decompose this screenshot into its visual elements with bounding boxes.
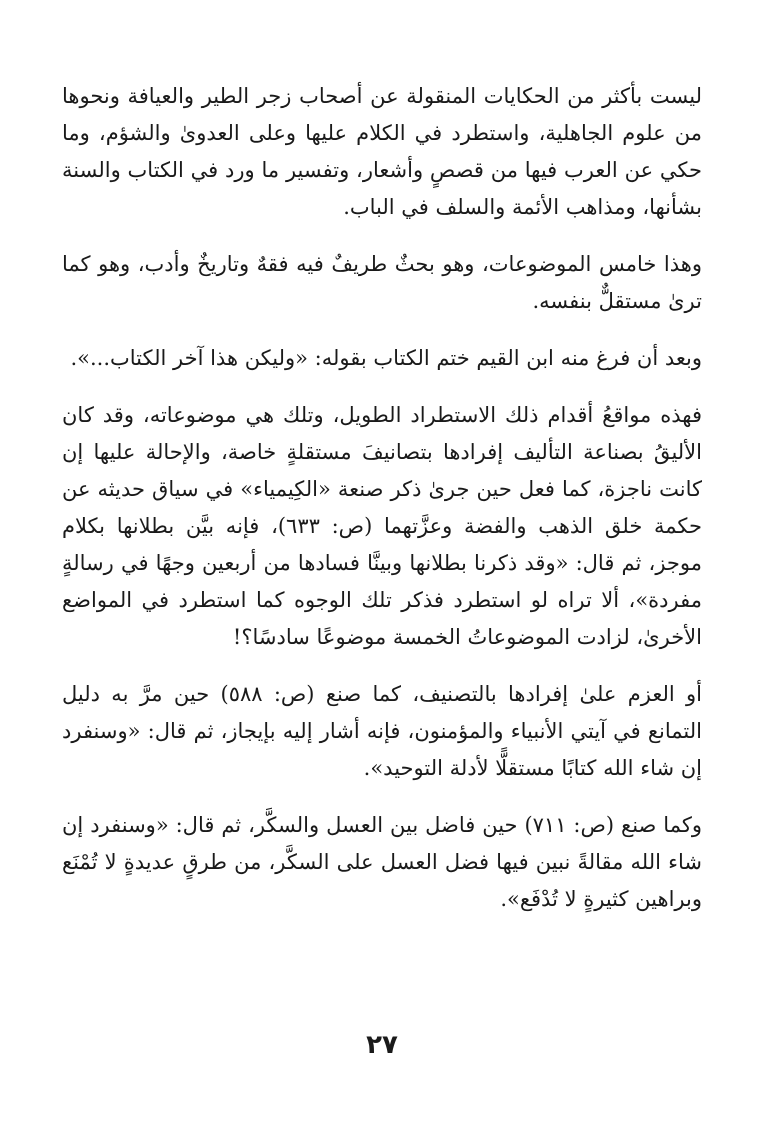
paragraph-2: وهذا خامس الموضوعات، وهو بحثٌ طريفٌ فيه فقهٌ وتاريخٌ وأدب، وهو كما ترىٰ مستقلٌّ بنفسه. xyxy=(62,252,702,313)
paragraph-6: وكما صنع (ص: ٧١١) حين فاضل بين العسل والسكَّر، ثم قال: «وسنفرد إن شاء الله مقالةً نبين فيها فضل العسل على السكَّر، من طرقٍ عديدةٍ لا تُمْنَع وبراهين كثيرةٍ لا تُدْفَع». xyxy=(62,813,702,911)
paragraph-1: ليست بأكثر من الحكايات المنقولة عن أصحاب زجر الطير والعيافة ونحوها من علوم الجاهلية، واستطرد في الكلام عليها وعلى العدوىٰ والشؤم، وما حكي عن العرب فيها من قصصٍ وأشعار، وتفسير ما ورد في الكتاب والسنة بشأنها، ومذاهب الأئمة والسلف في الباب. xyxy=(62,84,702,219)
paragraph-3: وبعد أن فرغ منه ابن القيم ختم الكتاب بقوله: «وليكن هذا آخر الكتاب...». xyxy=(70,346,702,370)
document-page xyxy=(62,78,702,918)
paragraph-4: فهذه مواقعُ أقدام ذلك الاستطراد الطويل، وتلك هي موضوعاته، وقد كان الأليقُ بصناعة التأليف إفرادها بتصانيفَ مستقلةٍ خاصة، والإحالة عليها إن كانت ناجزة، كما فعل حين جرىٰ ذكر صنعة «الكِيمياء» في سياق حديثه عن حكمة خلق الذهب والفضة وعزَّتهما (ص: ٦٣٣)، فإنه بيَّن بطلانها بكلام موجز، ثم قال: «وقد ذكرنا بطلانها وبينَّا فسادها من أربعين وجهًا في رسالةٍ مفردة»، ألا تراه لو استطرد فذكر تلك الوجوه كما استطرد في المواضع الأخرىٰ، لزادت الموضوعاتُ الخمسة موضوعًا سادسًا؟! xyxy=(62,403,702,649)
page-number: ٢٧ xyxy=(366,1030,398,1060)
paragraph-5: أو العزم علىٰ إفرادها بالتصنيف، كما صنع (ص: ٥٨٨) حين مرَّ به دليل التمانع في آيتي الأنبياء والمؤمنون، فإنه أشار إليه بإيجاز، ثم قال: «وسنفرد إن شاء الله كتابًا مستقلًّا لأدلة التوحيد». xyxy=(62,682,702,780)
